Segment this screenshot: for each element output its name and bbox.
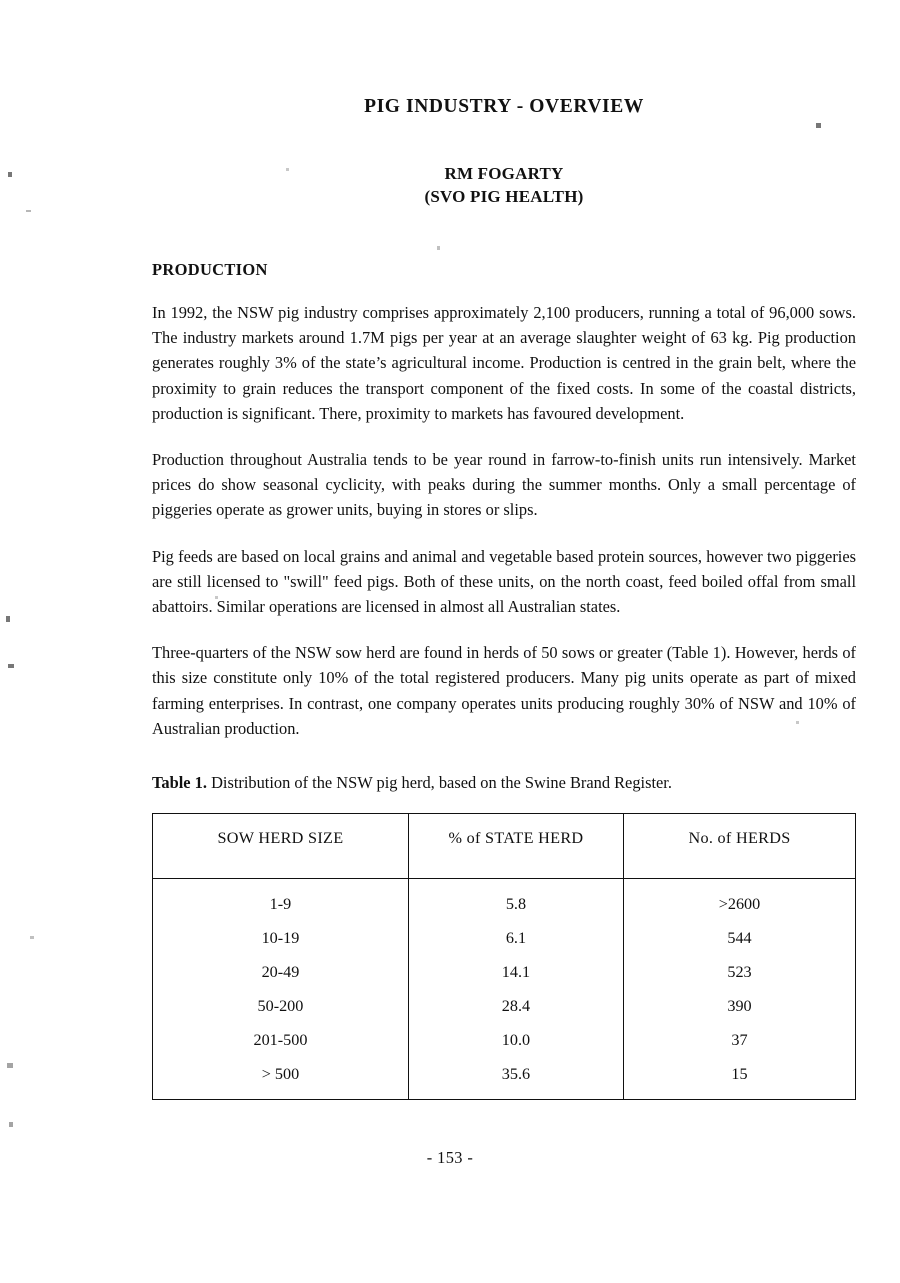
table-header-row (153, 814, 856, 879)
table-caption (152, 771, 856, 795)
cell-no-of-herds: 37 (624, 1024, 856, 1058)
cell-no-of-herds: >2600 (624, 879, 856, 922)
scan-speckle (8, 664, 14, 668)
table-row (153, 1024, 856, 1058)
scan-speckle (30, 936, 34, 939)
cell-no-of-herds: 544 (624, 922, 856, 956)
table-header (153, 814, 856, 879)
cell-sow-herd-size: > 500 (153, 1058, 409, 1100)
table-row (153, 879, 856, 922)
column-header-pct-state-herd: % of STATE HERD (408, 814, 623, 879)
scan-speckle (9, 1122, 13, 1127)
paragraph: In 1992, the NSW pig industry comprises approximately 2,100 producers, running a total of 96,000 sows. The industry markets around 1.7M pigs per year at an average slaughter weight of 63 kg. Pig production generates roughly 3% of the state’s agricultural income. Production is centred in the grain belt, where the proximity to grain reduces the transport component of the fixed costs. In some of the coastal districts, production is significant. There, proximity to markets has favoured development. (152, 303, 856, 423)
author-affiliation: (SVO PIG HEALTH) (424, 187, 584, 206)
cell-pct-state-herd: 10.0 (408, 1024, 623, 1058)
cell-no-of-herds: 390 (624, 990, 856, 1024)
cell-pct-state-herd: 14.1 (408, 956, 623, 990)
cell-no-of-herds: 523 (624, 956, 856, 990)
cell-sow-herd-size: 50-200 (153, 990, 409, 1024)
table-row (153, 922, 856, 956)
cell-pct-state-herd: 6.1 (408, 922, 623, 956)
table (152, 813, 856, 1100)
column-header-sow-herd-size: SOW HERD SIZE (153, 814, 409, 879)
cell-pct-state-herd: 35.6 (408, 1058, 623, 1100)
table-caption-label: Table 1. (152, 773, 207, 793)
cell-sow-herd-size: 201-500 (153, 1024, 409, 1058)
cell-sow-herd-size: 20-49 (153, 956, 409, 990)
cell-sow-herd-size: 1-9 (153, 879, 409, 922)
table-row (153, 956, 856, 990)
author-name: RM FOGARTY (444, 164, 564, 183)
page-title: PIG INDUSTRY - OVERVIEW (364, 96, 644, 117)
column-header-no-of-herds: No. of HERDS (624, 814, 856, 879)
paragraph: Three-quarters of the NSW sow herd are found in herds of 50 sows or greater (Table 1). However, herds of this size constitute only 10% of the total registered producers. Many pig units operate as part of mixed farming enterprises. In contrast, one company operates units producing roughly 30% of NSW and 10% of Australian production. (152, 643, 856, 738)
herd-distribution-table (152, 813, 856, 1100)
table-caption-text: Distribution of the NSW pig herd, based on the Swine Brand Register. (211, 773, 672, 793)
paragraph: Production throughout Australia tends to be year round in farrow-to-finish units run intensively. Market prices do show seasonal cyclicity, with peaks during the summer months. Only a small percentage of piggeries operate as grower units, buying in stores or slips. (152, 450, 856, 520)
cell-no-of-herds: 15 (624, 1058, 856, 1100)
cell-pct-state-herd: 28.4 (408, 990, 623, 1024)
cell-pct-state-herd: 5.8 (408, 879, 623, 922)
table-body (153, 879, 856, 1100)
page-number: - 153 - (426, 1148, 474, 1167)
cell-sow-herd-size: 10-19 (153, 922, 409, 956)
scan-speckle (8, 172, 12, 177)
scan-speckle (26, 210, 31, 212)
scan-speckle (7, 1063, 13, 1068)
section-heading-production: PRODUCTION (152, 260, 268, 279)
table-row (153, 1058, 856, 1100)
paragraph: Pig feeds are based on local grains and animal and vegetable based protein sources, however two piggeries are still licensed to "swill" feed pigs. Both of these units, on the north coast, feed boiled offal from small abattoirs. Similar operations are licensed in almost all Australian states. (152, 546, 856, 617)
scan-speckle (6, 616, 10, 622)
author-block (152, 162, 856, 208)
document-content (152, 0, 856, 1100)
table-row (153, 990, 856, 1024)
